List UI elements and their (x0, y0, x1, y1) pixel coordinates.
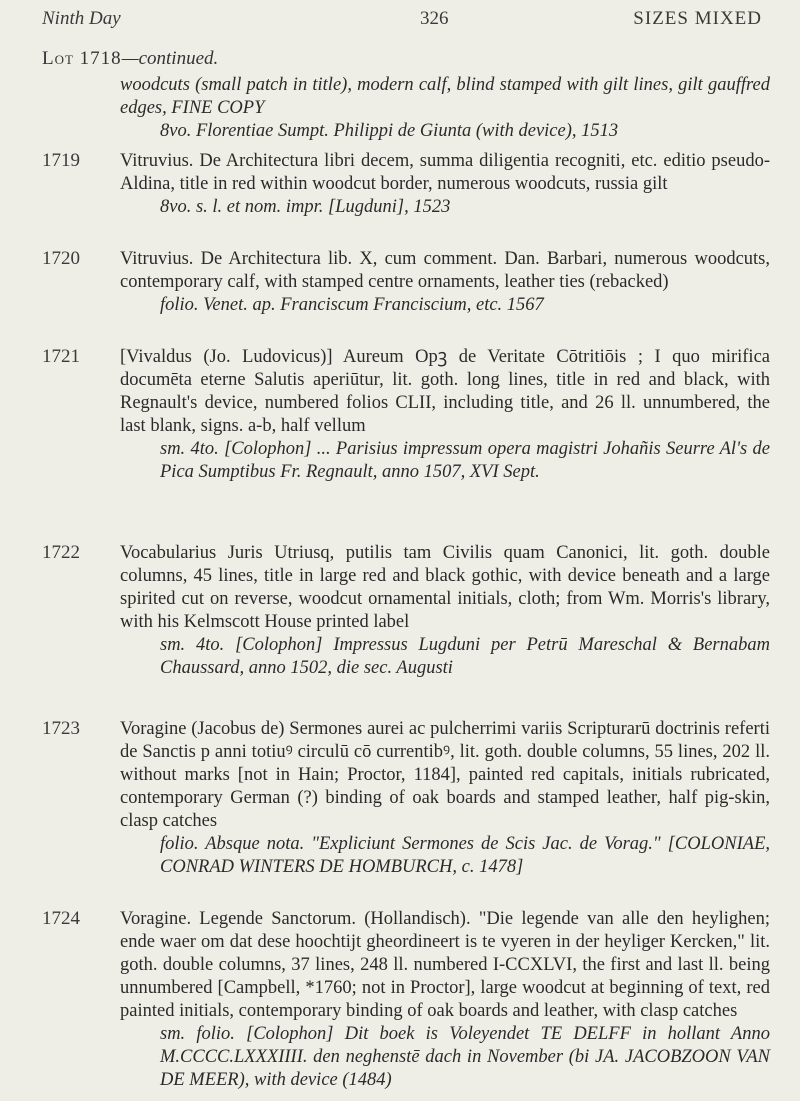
entry-imprint: 8vo. Florentiae Sumpt. Philippi de Giunta (with device), 1513 (160, 121, 619, 141)
lot-number: 1723 (42, 718, 80, 739)
entry-text: Voragine. Legende Sanctorum. (Hollandisch). "Die legende van alle den heylighen; ende waer om dat dese hoochtijt gheordineert is te vyeren in der heyliger Kercken," lit. goth. double columns, 37 lines, 248 ll. numbered I-CCXLVI, the first and last ll. being unnumbered [Campbell, *1760; not in Proctor], large woodcut at beginning of text, red painted initials, contemporary binding of oak boards and leather, with clasp catches (120, 909, 770, 1021)
continued-label: —continued. (121, 48, 219, 69)
lot-number: 1720 (42, 248, 80, 269)
lot-number: 1724 (42, 908, 80, 929)
entry-imprint: 8vo. s. l. et nom. impr. [Lugduni], 1523 (160, 197, 451, 217)
entry-imprint: sm. 4to. [Colophon] ... Parisius impressum opera magistri Johañis Seurre Al's de Pica Sumptibus Fr. Regnault, anno 1507, XVI Sept. (160, 439, 770, 482)
header-day: Ninth Day (42, 8, 121, 29)
entry-body (120, 346, 770, 484)
entry-text: Vitruvius. De Architectura libri decem, summa diligentia recogniti, etc. editio pseudo-Aldina, title in red within woodcut border, numerous woodcuts, russia gilt (120, 151, 770, 194)
entry-imprint: sm. folio. [Colophon] Dit boek is Voleyendet TE DELFF in hollant Anno M.CCCC.LXXXIIII. den neghenstē dach in November (bi JA. JACOBZOON VAN DE MEER), with device (1484) (160, 1024, 770, 1090)
header-section: SIZES MIXED (633, 8, 762, 29)
lot-number: 1722 (42, 542, 80, 563)
lot-label: Lot 1718 (42, 48, 122, 69)
entry-text: Voragine (Jacobus de) Sermones aurei ac pulcherrimi variis Scripturarū doctrinis referti de Sanctis p anni totiuꝰ circulū cō currentibꝰ, lit. goth. double columns, 55 lines, 202 ll. without marks [not in Hain; Proctor, 1184], painted red capitals, initials rubricated, contemporary German (?) binding of oak boards and stamped leather, half pig-skin, clasp catches (120, 719, 770, 831)
entry-text: Vitruvius. De Architectura lib. X, cum comment. Dan. Barbari, numerous woodcuts, contemporary calf, with stamped centre ornaments, leather ties (rebacked) (120, 249, 770, 292)
entry-body (120, 150, 770, 219)
entry-body (120, 542, 770, 680)
entry-text: Vocabularius Juris Utriusq, putilis tam Civilis quam Canonici, lit. goth. double columns, 45 lines, title in large red and black gothic, with device beneath and a large spirited cut on reverse, woodcut ornamental initials, cloth; from Wm. Morris's library, with his Kelmscott House printed label (120, 543, 770, 632)
page-header (42, 8, 762, 36)
entry-text: [Vivaldus (Jo. Ludovicus)] Aureum Opꝫ de Veritate Cōtritiōis ; I quo mirifica documēta eterne Salutis aperiūtur, lit. goth. long lines, title in red and black, with Regnault's device, numbered folios CLII, including title, and 26 ll. unnumbered, the last blank, signs. a-b, half vellum (120, 347, 770, 436)
entry-imprint: sm. 4to. [Colophon] Impressus Lugduni per Petrū Mareschal & Bernabam Chaussard, anno 1502, die sec. Augusti (160, 635, 770, 678)
lot-number: 1721 (42, 346, 80, 367)
entry-body (120, 908, 770, 1092)
page-number: 326 (420, 8, 449, 29)
entry-imprint: folio. Absque nota. "Expliciunt Sermones de Scis Jac. de Vorag." [COLONIAE, CONRAD WINTERS DE HOMBURCH, c. 1478] (160, 834, 770, 877)
lot-heading (42, 48, 218, 70)
entry-body (120, 248, 770, 317)
lot-number: 1719 (42, 150, 80, 171)
entry-text: woodcuts (small patch in title), modern calf, blind stamped with gilt lines, gilt gauffred edges, FINE COPY (120, 75, 770, 118)
entry-body (120, 718, 770, 879)
entry-imprint: folio. Venet. ap. Franciscum Franciscium, etc. 1567 (160, 295, 544, 315)
entry-body (120, 74, 770, 143)
